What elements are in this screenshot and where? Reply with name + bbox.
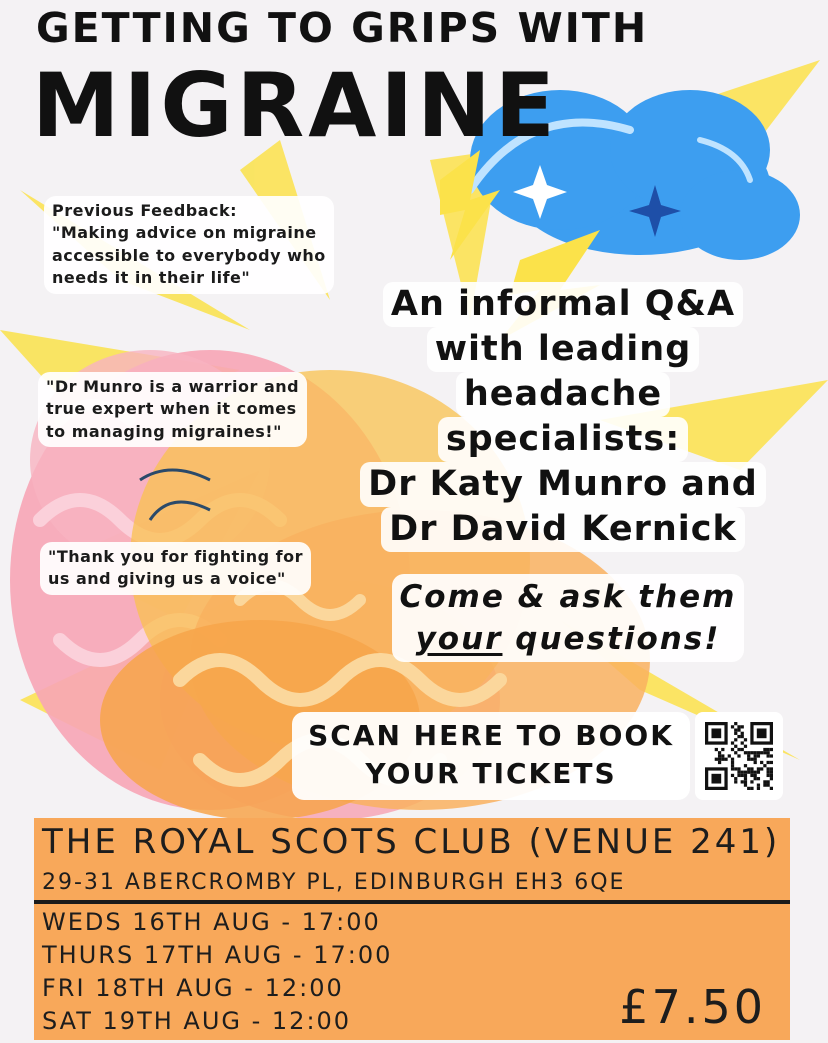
quote-line: needs it in their life" [52,268,251,288]
booking-line-1: SCAN HERE TO BOOK [308,719,674,752]
info-line: Dr Katy Munro and [360,462,766,507]
ticket-price: £7.50 [619,980,766,1034]
booking-prompt [292,712,690,800]
qr-code-graphic [695,712,783,800]
qr-code-icon[interactable] [695,712,783,800]
cta-line-2-rest: questions! [502,621,721,657]
quote-line: us and giving us a voice" [48,569,286,589]
venue-name: THE ROYAL SCOTS CLUB (VENUE 241) [42,822,781,862]
info-line: headache [456,372,670,417]
event-description [340,282,786,552]
feedback-quote [38,372,307,447]
quote-line: "Thank you for fighting for [48,547,304,566]
title-line-1: GETTING TO GRIPS WITH [36,4,649,52]
info-line: with leading [427,327,700,372]
date-list [42,906,392,1038]
quote-line: to managing migraines!" [46,421,282,441]
venue-address: 29-31 ABERCROMBY PL, EDINBURGH EH3 6QE [42,870,626,895]
date-item: THURS 17TH AUG - 17:00 [42,941,393,969]
quote-line: true expert when it comes [46,399,297,419]
quote-line: Previous Feedback: [52,201,238,220]
info-line: An informal Q&A [383,282,743,327]
cta-emphasis: your [415,621,503,657]
feedback-quote [40,542,311,595]
title-line-2: MIGRAINE [32,54,559,157]
info-line: specialists: [438,417,688,462]
cta-line-2 [392,618,744,660]
date-item: SAT 19TH AUG - 12:00 [42,1007,352,1035]
quote-line: "Dr Munro is a warrior and [46,377,300,396]
quote-line: accessible to everybody who [52,245,326,265]
date-item: FRI 18TH AUG - 12:00 [42,974,344,1002]
booking-line-2: YOUR TICKETS [365,757,617,790]
quote-line: "Making advice on migraine [52,223,317,243]
date-item: WEDS 16TH AUG - 17:00 [42,908,381,936]
info-line: Dr David Kernick [381,507,745,552]
venue-panel [34,818,790,1040]
divider [34,900,790,904]
call-to-action [392,574,744,662]
feedback-quote [44,196,334,294]
cta-line-1: Come & ask them [399,579,737,615]
